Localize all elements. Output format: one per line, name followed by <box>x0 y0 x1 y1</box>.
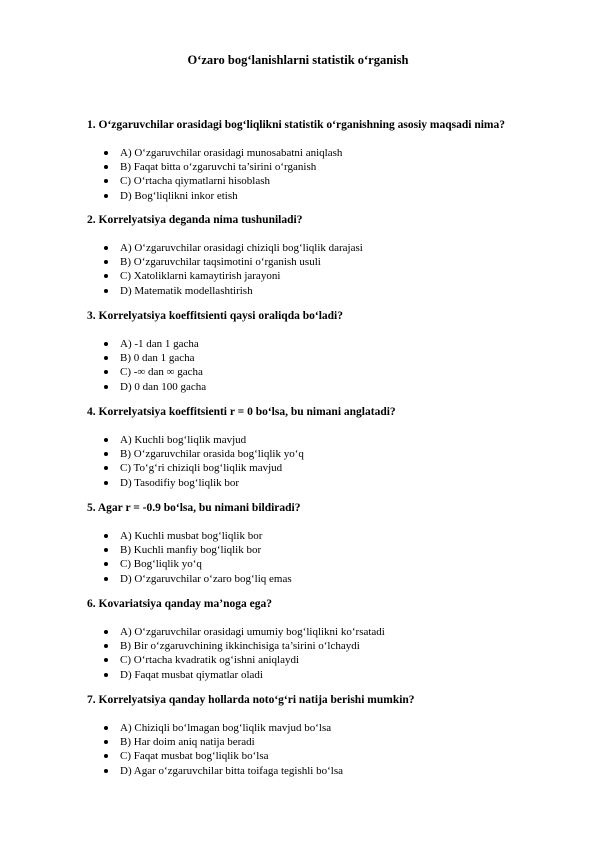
option-1c: C) O‘rtacha qiymatlarni hisoblash <box>103 174 342 188</box>
option-4d: D) Tasodifiy bog‘liqlik bor <box>103 476 304 490</box>
option-4b: B) O‘zgaruvchilar orasida bog‘liqlik yo‘q <box>103 447 304 461</box>
option-5b: B) Kuchli manfiy bog‘liqlik bor <box>103 543 292 557</box>
option-3c: C) -∞ dan ∞ gacha <box>103 365 206 379</box>
question-5: 5. Agar r = -0.9 bo‘lsa, bu nimani bildiradi? <box>87 502 301 514</box>
option-6c: C) O‘rtacha kvadratik og‘ishni aniqlaydi <box>103 653 385 667</box>
option-2d: D) Matematik modellashtirish <box>103 284 363 298</box>
option-4c: C) To‘g‘ri chiziqli bog‘liqlik mavjud <box>103 461 304 475</box>
option-7d: D) Agar o‘zgaruvchilar bitta toifaga tegishli bo‘lsa <box>103 764 343 778</box>
option-6b: B) Bir o‘zgaruvchining ikkinchisiga ta’sirini o‘lchaydi <box>103 639 385 653</box>
option-7c: C) Faqat musbat bog‘liqlik bo‘lsa <box>103 749 343 763</box>
question-7: 7. Korrelyatsiya qanday hollarda noto‘g‘ri natija berishi mumkin? <box>87 694 415 706</box>
option-2b: B) O‘zgaruvchilar taqsimotini o‘rganish usuli <box>103 255 363 269</box>
option-3d: D) 0 dan 100 gacha <box>103 380 206 394</box>
option-2a: A) O‘zgaruvchilar orasidagi chiziqli bog‘liqlik darajasi <box>103 241 363 255</box>
option-5d: D) O‘zgaruvchilar o‘zaro bog‘liq emas <box>103 572 292 586</box>
option-6a: A) O‘zgaruvchilar orasidagi umumiy bog‘liqlikni ko‘rsatadi <box>103 625 385 639</box>
option-4a: A) Kuchli bog‘liqlik mavjud <box>103 433 304 447</box>
question-7-options <box>103 721 343 778</box>
question-1: 1. O‘zgaruvchilar orasidagi bog‘liqlikni statistik o‘rganishning asosiy maqsadi nima? <box>87 119 506 131</box>
option-5c: C) Bog‘liqlik yo‘q <box>103 557 292 571</box>
question-4: 4. Korrelyatsiya koeffitsienti r = 0 bo‘lsa, bu nimani anglatadi? <box>87 406 396 418</box>
question-6-options <box>103 625 385 682</box>
option-5a: A) Kuchli musbat bog‘liqlik bor <box>103 529 292 543</box>
question-2: 2. Korrelyatsiya deganda nima tushuniladi? <box>87 214 303 226</box>
question-6: 6. Kovariatsiya qanday ma’noga ega? <box>87 598 272 610</box>
option-3b: B) 0 dan 1 gacha <box>103 351 206 365</box>
option-7b: B) Har doim aniq natija beradi <box>103 735 343 749</box>
question-2-options <box>103 241 363 298</box>
page-title: O‘zaro bog‘lanishlarni statistik o‘rganish <box>187 53 409 67</box>
question-4-options <box>103 433 304 490</box>
option-2c: C) Xatoliklarni kamaytirish jarayoni <box>103 269 363 283</box>
option-1b: B) Faqat bitta o‘zgaruvchi ta’sirini o‘rganish <box>103 160 342 174</box>
question-5-options <box>103 529 292 586</box>
option-1d: D) Bog‘liqlikni inkor etish <box>103 189 342 203</box>
question-1-options <box>103 146 342 203</box>
option-7a: A) Chiziqli bo‘lmagan bog‘liqlik mavjud bo‘lsa <box>103 721 343 735</box>
option-3a: A) -1 dan 1 gacha <box>103 337 206 351</box>
option-1a: A) O‘zgaruvchilar orasidagi munosabatni aniqlash <box>103 146 342 160</box>
option-6d: D) Faqat musbat qiymatlar oladi <box>103 668 385 682</box>
question-3-options <box>103 337 206 394</box>
question-3: 3. Korrelyatsiya koeffitsienti qaysi oraliqda bo‘ladi? <box>87 310 343 322</box>
